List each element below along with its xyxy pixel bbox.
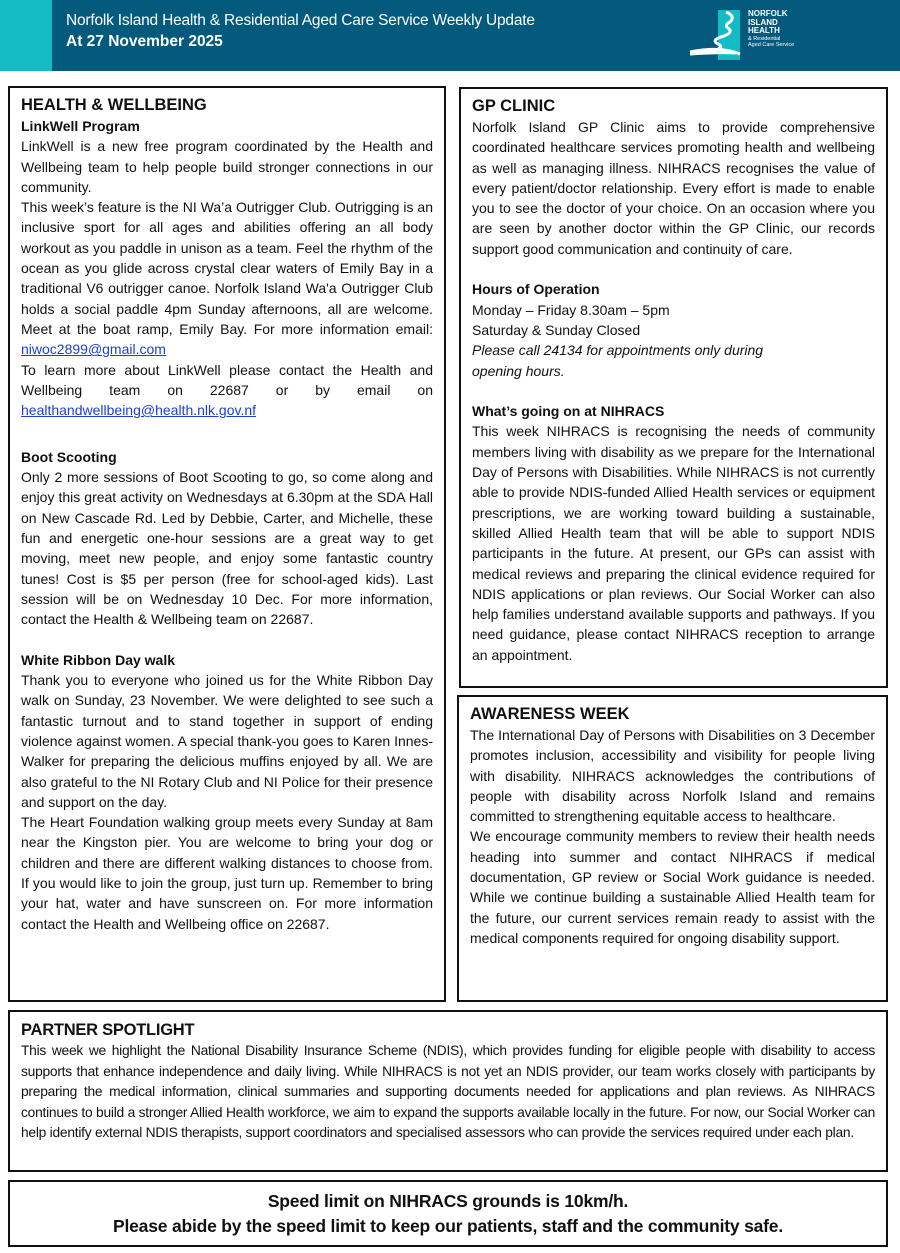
white-ribbon-text: Thank you to everyone who joined us for the White Ribbon Day walk on Sunday, 23 November. We were delighted to see such a fantastic turnout and to stand together in support of ending violence against women. A special thank-you goes to Karen Innes-Walker for preparing the delicious muffins enjoyed by all. We are also grateful to the NI Rotary Club and NI Police for their presence and support on the day.: [21, 672, 433, 810]
header-accent-bar: [0, 0, 52, 71]
logo-sail-icon: [688, 8, 748, 64]
hours-weekday: Monday – Friday 8.30am – 5pm: [472, 301, 670, 318]
outrigger-paragraph: [21, 197, 433, 359]
linkwell-heading: LinkWell Program: [21, 118, 140, 134]
linkwell-intro: LinkWell is a new free program coordinated by the Health and Wellbeing team to help people build stronger connections in our community.: [21, 138, 433, 195]
linkwell-contact-paragraph: [21, 360, 433, 421]
hours-weekend: Saturday & Sunday Closed: [472, 321, 641, 338]
health-email-link[interactable]: healthandwellbeing@health.nlk.gov.nf: [21, 402, 257, 419]
gp-clinic-section: [459, 87, 888, 688]
boot-scooting-heading: Boot Scooting: [21, 448, 117, 465]
appointments-note: Please call 24134 for appointments only during opening hours.: [472, 342, 764, 379]
partner-spotlight-section: [8, 1010, 888, 1172]
newsletter-date: At 27 November 2025: [66, 33, 223, 50]
header-text: [52, 0, 535, 71]
logo-line: Aged Care Service: [748, 41, 795, 48]
section-title: HEALTH & WELLBEING: [21, 96, 207, 114]
logo-line: ISLAND: [748, 17, 778, 27]
logo-line: HEALTH: [748, 26, 780, 35]
logo-line: & Residential: [748, 35, 781, 42]
white-ribbon-heading: White Ribbon Day walk: [21, 651, 176, 668]
awareness-text-2: We encourage community members to review their health needs heading into summer and contact NIHRACS if medical documentation, GP review or Social Work guidance is needed. While we continue building a sustainable Allied Health team for the future, our current services remain ready to assist with the medical components required for ongoing disability support.: [470, 828, 875, 946]
speed-limit-line-2: Please abide by the speed limit to keep our patients, staff and the community safe.: [113, 1216, 783, 1236]
partner-text: This week we highlight the National Disability Insurance Scheme (NDIS), which provides funding for eligible people with disability to access supports that enhance independence and daily living. While NIHRACS is not yet an NDIS provider, our team works closely with participants by preparing the medical information, clinical summaries and supporting documents needed for applications and plan reviews. As NIHRACS continues to build a stronger Allied Health workforce, we aim to expand the supports available locally in the future. For now, our Social Worker can help identify external NDIS therapists, support coordinators and specialised assessors who can provide the services required under each plan.: [21, 1043, 875, 1141]
health-wellbeing-section: [8, 86, 446, 1002]
hours-heading: Hours of Operation: [472, 281, 600, 298]
speed-limit-notice: [8, 1180, 888, 1247]
gp-intro: Norfolk Island GP Clinic aims to provide comprehensive coordinated healthcare services promoting health and wellbeing as well as managing illness. NIHRACS recognises the value of every patient/doctor relationship. Every effort is made to enable you to see the doctor of your choice. On an occasion where you are seen by another doctor within the GP Clinic, our records support good communication and continuity of care.: [472, 119, 875, 257]
heart-foundation-text: The Heart Foundation walking group meets every Sunday at 8am near the Kingston pier. You are welcome to bring your dog or children and there are different walking distances to choose from. If you would like to join the group, just turn up. Remember to bring your hat, water and have sunscreen on. For more information contact the Health and Wellbeing office on 22687.: [21, 814, 433, 932]
outrigger-text: This week’s feature is the NI Wa’a Outrigger Club. Outrigging is an inclusive sport for all ages and abilities offering an all body workout as you paddle in unison as a team. Feel the rhythm of the ocean as you glide across crystal clear waters of Emily Bay in a traditional V6 outrigger canoe. Norfolk Island Wa'a Outrigger Club holds a social paddle 4pm Sunday afternoons, all are welcome. Meet at the boat ramp, Emily Bay. For more information email:: [21, 199, 433, 337]
awareness-text-1: The International Day of Persons with Disabilities on 3 December promotes inclusion, accessibility and visibility for people living with disability. NIHRACS acknowledges the contributions of people with disability across Norfolk Island and remains committed to strengthening equitable access to healthcare.: [470, 727, 875, 825]
speed-limit-line-1: Speed limit on NIHRACS grounds is 10km/h.: [267, 1191, 629, 1211]
newsletter-header: [0, 0, 900, 71]
newsletter-title: Norfolk Island Health & Residential Aged Care Service Weekly Update: [66, 12, 535, 29]
whats-on-heading: What’s going on at NIHRACS: [472, 403, 665, 420]
awareness-week-section: [457, 695, 888, 1002]
linkwell-contact-text: To learn more about LinkWell please contact the Health and Wellbeing team on 22687 or by email on: [21, 361, 433, 398]
norfolk-island-health-logo: [688, 8, 813, 64]
logo-wordmark: [748, 10, 794, 48]
boot-scooting-text: Only 2 more sessions of Boot Scooting to go, so come along and enjoy this great activity on Wednesdays at 6.30pm at the SDA Hall on New Cascade Rd. Led by Debbie, Carter, and Michelle, these fun and energetic one-hour sessions are a great way to get moving, meet new people, and enjoy some fantastic country tunes! Cost is $5 per person (free for school-aged kids). Last session will be on Wednesday 10 Dec. For more information, contact the Health & Wellbeing team on 22687.: [21, 469, 433, 628]
section-title: AWARENESS WEEK: [470, 705, 630, 723]
section-title: PARTNER SPOTLIGHT: [21, 1021, 195, 1039]
outrigger-email-link[interactable]: niwoc2899@gmail.com: [21, 341, 166, 358]
logo-line: NORFOLK: [748, 9, 788, 18]
section-title: GP CLINIC: [472, 97, 556, 115]
whats-on-text: This week NIHRACS is recognising the needs of community members living with disability as we prepare for the International Day of Persons with Disabilities. While NIHRACS is not currently able to provide NDIS-funded Allied Health services or equipment prescriptions, we are working toward building a sustainable, skilled Allied Health team that will be able to support NDIS participants in the future. At present, our GPs can assist with medical reviews and preparing the clinical evidence required for NDIS applications or plan reviews. Our Social Worker can also help families understand available supports and pathways. If you need guidance, please contact NIHRACS reception to arrange an appointment.: [472, 423, 875, 663]
